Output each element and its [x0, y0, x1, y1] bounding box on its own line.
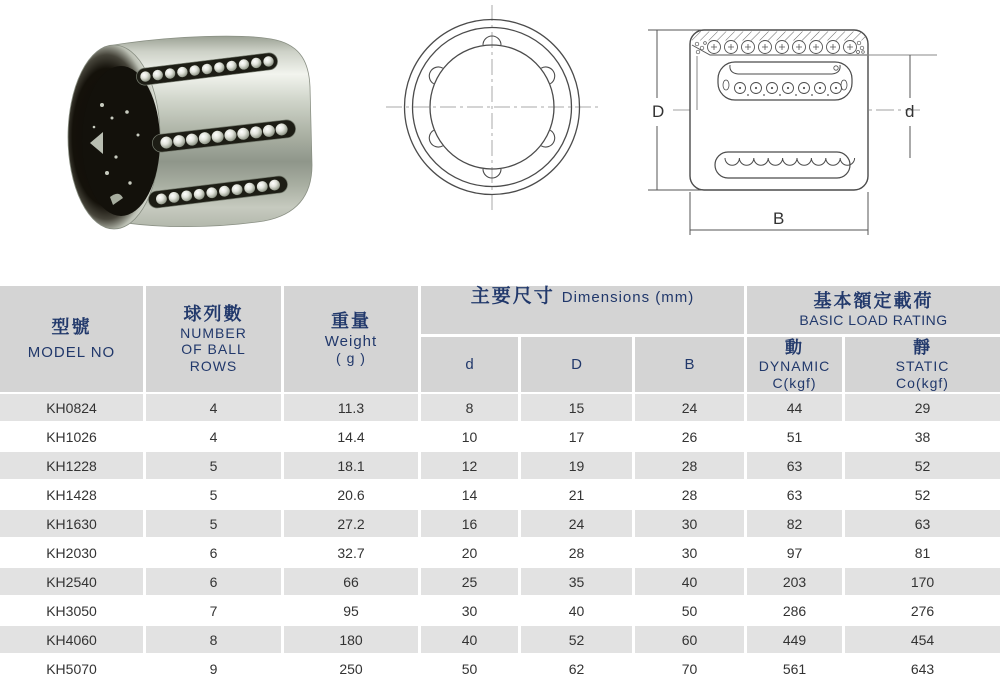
table-cell: 25	[421, 568, 521, 595]
table-cell: 63	[747, 481, 845, 508]
bearing-photo	[50, 15, 320, 240]
section-body-outline	[690, 30, 868, 190]
table-cell: 40	[421, 626, 521, 653]
table-cell: 8	[146, 626, 284, 653]
header-dynamic	[747, 334, 845, 392]
front-view-drawing	[380, 0, 605, 225]
table-cell: 28	[521, 539, 635, 566]
table-cell: 29	[914, 399, 931, 416]
table-cell: KH1630	[0, 510, 146, 537]
table-cell: KH4060	[0, 626, 146, 653]
table-cell: 276	[910, 602, 935, 619]
table-cell: 20	[421, 539, 521, 566]
table-cell: 24	[635, 394, 747, 421]
header-col-B	[635, 334, 747, 392]
table-cell: 52	[914, 486, 931, 503]
table-cell: 26	[635, 423, 747, 450]
table-cell: 62	[521, 655, 635, 682]
table-cell: 95	[284, 597, 421, 624]
header-static-en: STATIC	[895, 358, 950, 374]
table-cell: 28	[635, 481, 747, 508]
table-cell: 14.4	[284, 423, 421, 450]
table-cell: 180	[284, 626, 421, 653]
table-cell: 63	[747, 452, 845, 479]
table-cell: 66	[284, 568, 421, 595]
table-cell: KH1228	[0, 452, 146, 479]
table-cell: 21	[521, 481, 635, 508]
table-cell: 51	[747, 423, 845, 450]
table-cell: 38	[914, 428, 931, 445]
spec-table	[0, 286, 1000, 682]
table-cell: 7	[146, 597, 284, 624]
table-cell: 170	[910, 573, 935, 590]
table-cell: 203	[747, 568, 845, 595]
header-static-zh: 靜	[913, 337, 932, 357]
table-cell: 12	[421, 452, 521, 479]
table-cell: 561	[747, 655, 845, 682]
table-cell: 9	[146, 655, 284, 682]
table-cell: 27.2	[284, 510, 421, 537]
table-cell: 50	[421, 655, 521, 682]
table-cell: 8	[421, 394, 521, 421]
header-ball-rows	[146, 286, 284, 392]
table-cell: 30	[421, 597, 521, 624]
table-cell: 82	[747, 510, 845, 537]
header-static-unit: Co(kgf)	[896, 374, 949, 391]
cross-section-drawing	[630, 0, 960, 245]
table-cell: 18.1	[284, 452, 421, 479]
table-cell: 24	[521, 510, 635, 537]
header-weight-en: Weight	[324, 332, 378, 350]
header-ball-rows-zh: 球列數	[183, 303, 244, 324]
header-weight-unit: ( g )	[336, 350, 366, 367]
table-cell: 17	[521, 423, 635, 450]
table-row	[0, 394, 1000, 421]
table-cell: KH3050	[0, 597, 146, 624]
table-cell: 81	[914, 544, 931, 561]
table-cell: 5	[146, 510, 284, 537]
table-cell: 5	[146, 481, 284, 508]
label-B: B	[773, 209, 785, 228]
table-cell: 35	[521, 568, 635, 595]
table-row	[0, 655, 1000, 682]
header-dynamic-unit: C(kgf)	[772, 374, 817, 391]
table-cell: 30	[635, 510, 747, 537]
table-cell: 4	[146, 394, 284, 421]
header-load-en: BASIC LOAD RATING	[799, 312, 948, 329]
table-cell: 44	[747, 394, 845, 421]
table-cell: 5	[146, 452, 284, 479]
table-cell: 52	[914, 457, 931, 474]
table-cell: 10	[421, 423, 521, 450]
table-cell: 32.7	[284, 539, 421, 566]
header-col-D-label: D	[571, 355, 582, 373]
header-weight	[284, 286, 421, 392]
table-cell: 6	[146, 539, 284, 566]
table-cell: 40	[635, 568, 747, 595]
header-ball-rows-en1: NUMBER	[180, 324, 247, 341]
table-cell: 19	[521, 452, 635, 479]
table-cell: 16	[421, 510, 521, 537]
header-dynamic-en: DYNAMIC	[758, 358, 831, 374]
table-row	[0, 597, 1000, 624]
table-row	[0, 423, 1000, 450]
header-col-d-label: d	[465, 355, 474, 373]
header-load-zh: 基本額定載荷	[813, 291, 934, 312]
label-d: d	[905, 102, 915, 121]
header-dimensions-en: Dimensions (mm)	[561, 289, 695, 306]
table-cell: 50	[635, 597, 747, 624]
header-dynamic-zh: 動	[785, 337, 804, 357]
table-header	[0, 286, 1000, 392]
table-cell: 250	[284, 655, 421, 682]
table-body	[0, 394, 1000, 682]
header-model-no	[0, 286, 146, 392]
table-cell: 28	[635, 452, 747, 479]
table-cell: KH0824	[0, 394, 146, 421]
header-dimensions-zh: 主要尺寸	[470, 286, 555, 307]
table-cell: 20.6	[284, 481, 421, 508]
table-cell: 70	[635, 655, 747, 682]
table-cell: 643	[910, 660, 935, 677]
table-cell: 15	[521, 394, 635, 421]
table-row	[0, 452, 1000, 479]
header-col-D	[521, 334, 635, 392]
table-cell: KH2540	[0, 568, 146, 595]
header-model-zh: 型號	[51, 316, 92, 337]
table-cell: 11.3	[284, 394, 421, 421]
table-cell: KH2030	[0, 539, 146, 566]
table-cell: 454	[910, 631, 935, 648]
table-cell: 6	[146, 568, 284, 595]
header-static	[845, 334, 1000, 392]
table-row	[0, 568, 1000, 595]
table-row	[0, 539, 1000, 566]
header-dimensions-group	[421, 286, 747, 334]
table-cell: 30	[635, 539, 747, 566]
table-cell: KH1026	[0, 423, 146, 450]
table-cell: 449	[747, 626, 845, 653]
header-ball-rows-en3: ROWS	[189, 357, 238, 374]
header-col-B-label: B	[684, 355, 695, 373]
table-row	[0, 626, 1000, 653]
table-cell: KH1428	[0, 481, 146, 508]
table-row	[0, 510, 1000, 537]
header-model-en: MODEL NO	[27, 343, 116, 361]
label-D: D	[652, 102, 665, 121]
table-cell: 286	[747, 597, 845, 624]
header-load-group	[747, 286, 1000, 334]
table-cell: KH5070	[0, 655, 146, 682]
table-cell: 14	[421, 481, 521, 508]
table-cell: 63	[914, 515, 931, 532]
table-cell: 4	[146, 423, 284, 450]
header-col-d	[421, 334, 521, 392]
table-cell: 97	[747, 539, 845, 566]
table-cell: 60	[635, 626, 747, 653]
header-ball-rows-en2: OF BALL	[181, 341, 246, 358]
table-row	[0, 481, 1000, 508]
table-cell: 52	[521, 626, 635, 653]
header-weight-zh: 重量	[331, 311, 371, 332]
table-cell: 40	[521, 597, 635, 624]
